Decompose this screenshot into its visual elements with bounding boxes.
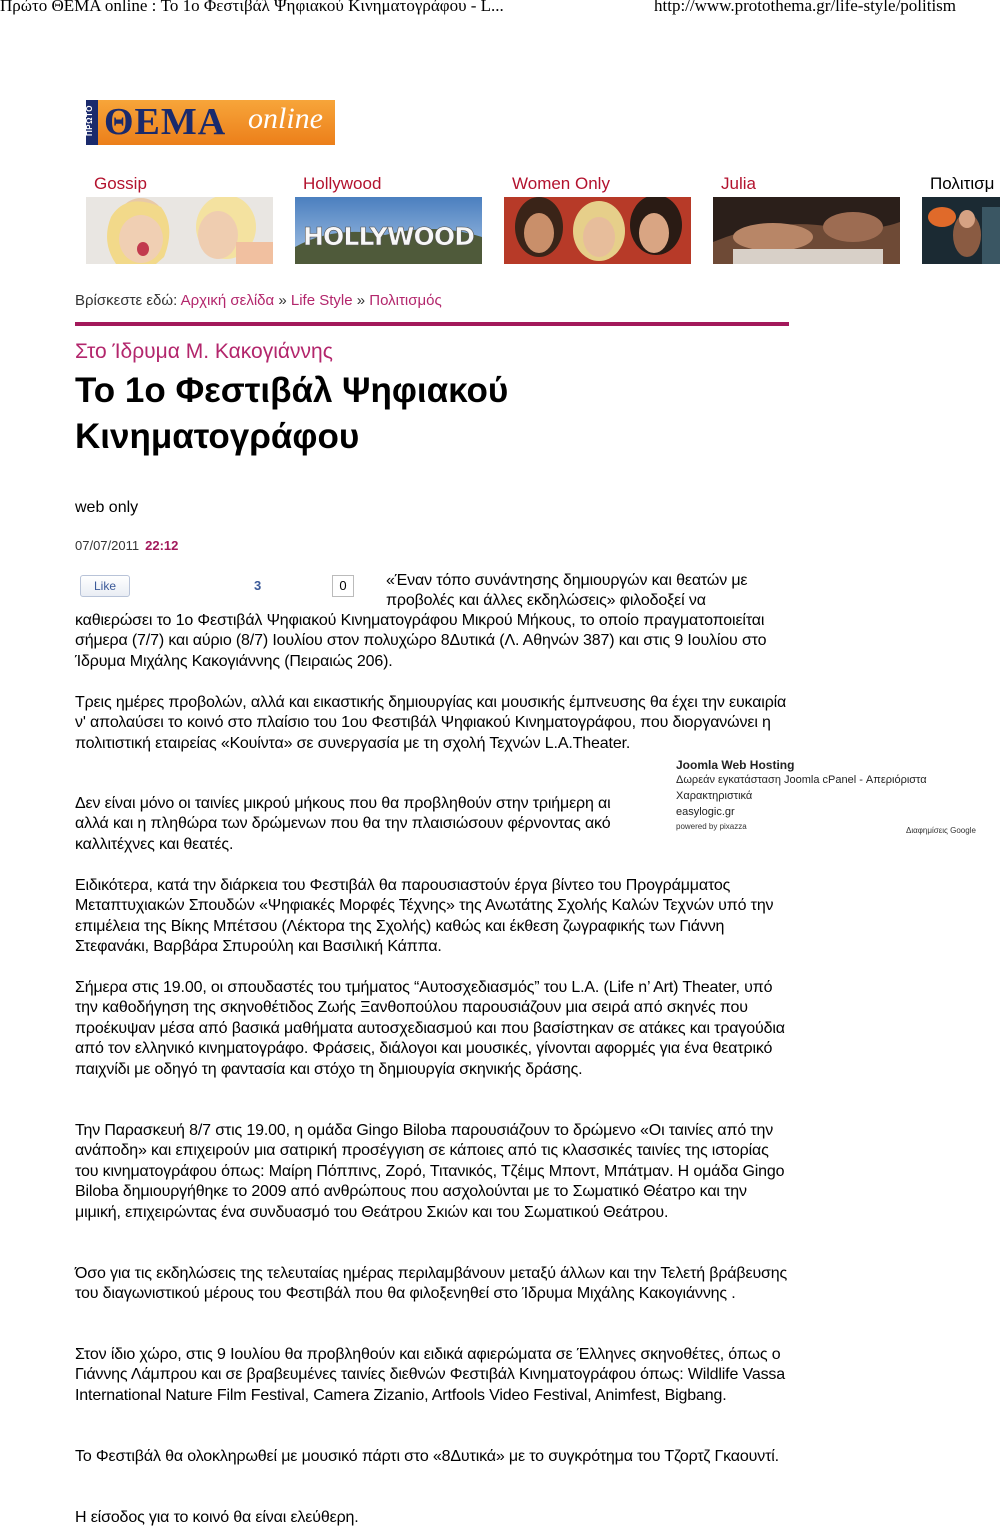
section-divider [75, 322, 789, 326]
logo-side-text: ΠΡΩΤΟ [85, 105, 94, 136]
category-label[interactable]: Women Only [512, 174, 610, 193]
breadcrumb [75, 292, 442, 309]
facebook-like-button[interactable]: Like [80, 575, 130, 597]
article-paragraph-3-line: Δεν είναι μόνο οι ταινίες μικρού μήκους που θα προβληθούν στην τριήμερη αι [75, 795, 611, 812]
breadcrumb-separator: » [356, 292, 366, 309]
category-gossip-image[interactable] [86, 197, 273, 264]
article-paragraph-2: Τρεις ημέρες προβολών, αλλά και εικαστικής δημιουργίας και μουσικής έμπνευσης θα έχει την ευκαιρία ν' απολαύσει το κοινό στο πλαίσιο του 1ου Φεστιβάλ Ψηφιακού Κινηματογράφου, που διοργανώνει η πολιτιστική εταιρείας «Κουίντα» σε συνεργασία με τη σχολή Τεχνών L.A.Theater. [75, 694, 787, 752]
breadcrumb-prefix: Βρίσκεστε εδώ: [75, 292, 178, 309]
ad-title[interactable]: Joomla Web Hosting [676, 758, 795, 772]
article-paragraph-7: Όσο για τις εκδηλώσεις της τελευταίας ημέρας περιλαμβάνουν μεταξύ άλλων και την Τελετή βράβευσης του διαγωνιστικού μέρους του Φεστιβάλ που θα φιλοξενηθεί στο Ίδρυμα Μιχάλης Κακογιάννης . [75, 1265, 788, 1303]
breadcrumb-home-link[interactable]: Αρχική σελίδα [180, 292, 275, 309]
article-paragraph-9: Το Φεστιβάλ θα ολοκληρωθεί με μουσικό πάρτι στο «8Δυτικά» με το συγκρότημα του Τζορτζ Γκαουντί. [75, 1448, 779, 1465]
article-date-value: 07/07/2011 [75, 538, 140, 553]
category-gossip[interactable] [94, 174, 147, 196]
logo-online-text: online [248, 102, 323, 135]
print-page-title: Πρώτο ΘΕΜΑ online : Το 1ο Φεστιβάλ Ψηφιακού Κινηματογράφου - L... [0, 0, 504, 15]
category-politismos-image[interactable] [922, 197, 1000, 264]
category-label[interactable]: Julia [721, 174, 756, 193]
category-women-only-image[interactable] [504, 197, 691, 264]
hollywood-sign-text: HOLLYWOOD [303, 222, 475, 251]
article-paragraph-3 [75, 794, 675, 855]
article-headline: Το 1ο Φεστιβάλ Ψηφιακού Κινηματογράφου [75, 371, 509, 456]
article-paragraph-1: καθιερώσει το 1ο Φεστιβάλ Ψηφιακού Κινηματογράφου Μικρού Μήκους, το οποίο πραγματοποιείται σήμερα (7/7) και αύριο (8/7) Ιουλίου στον πολυχώρο 8Δυτικά (Λ. Αθηνών 387) και στις 9 Ιουλίου στο Ίδρυμα Μιχάλης Κακογιάννης (Πειραιώς 206). [75, 612, 767, 670]
share-count[interactable]: 0 [332, 575, 354, 597]
ad-url[interactable]: easylogic.gr [676, 806, 735, 818]
category-women-only[interactable] [512, 174, 610, 196]
article-paragraph-5: Σήμερα στις 19.00, οι σπουδαστές του τμήματος “Αυτοσχεδιασμός” του L.A. (Life n’ Art) Theater, υπό την καθοδήγηση της σκηνοθέτιδος Ζωής Ξανθοπούλου παρουσιάζουν μια σειρά από σκηνές που προέκυψαν μέσα από βασικά μαθήματα αυτοσχεδιασμού και που βασίστηκαν σε ατάκες και τραγούδια από τον ελληνικό κινηματογράφο. Φράσεις, διάλογοι και μουσικές, γίνονται αφορμές για ένα θεατρικό παιχνίδι με οδηγό τη φαντασία και στόχο τη δημιουργία σκηνικής δράσης. [75, 979, 785, 1078]
article-paragraph-3-line: αλλά και η πληθώρα των δρώμενων που θα την πλαισιώσουν φέρνοντας ακό [75, 815, 611, 833]
article-paragraph-6: Την Παρασκευή 8/7 στις 19.00, η ομάδα Gingo Biloba παρουσιάζουν το δρώμενο «Οι ταινίες από την ανάποδη» και επιχειρούν μια σατιρική προσέγγιση σε κάποιες από τις κλασσικές ταινίες της ιστορίας του κινηματογράφου όπως: Μαίρη Πόππινς, Ζορό, Τιτανικός, Τζέιμς Μποντ, Μπάτμαν. Η ομάδα Gingo Biloba δημιουργήθηκε το 2009 από ανθρώπους που ασχολούνται με το Σωματικό Θέατρο και την μιμική, επιχειρώντας ένα συνδυασμό του Θεάτρου Σκιών και του Σωματικού Θεάτρου. [75, 1122, 785, 1221]
ad-powered-by: powered by pixazza [676, 822, 747, 831]
category-label[interactable]: Gossip [94, 174, 147, 193]
ad-description: Δωρεάν εγκατάσταση Joomla cPanel - Απεριόριστα [676, 774, 927, 786]
article-paragraph-4: Ειδικότερα, κατά την διάρκεια του Φεστιβάλ θα παρουσιαστούν έργα βίντεο του Προγράμματος Μεταπτυχιακών Σπουδών «Ψηφιακές Μορφές Τέχνης» της Ανωτάτης Σχολής Καλών Τεχνών υπό την επιμέλεια της Βίκης Μπέτσου (Λέκτορα της Σχολής) καθώς και έκθεση ζωγραφικής των Γιάννη Στεφανάκι, Βαρβάρα Σπυρούλη και Βασιλική Κάππα. [75, 877, 774, 956]
ad-description: Χαρακτηριστικά [676, 790, 753, 802]
article-paragraph-intro: «Έναν τόπο συνάντησης δημιουργών και θεατών με προβολές και άλλες εκδηλώσεις» φιλοδοξεί να [386, 572, 748, 610]
logo-wordmark: ΘΕΜΑ [104, 101, 227, 143]
site-logo[interactable] [86, 100, 335, 145]
google-ads-label[interactable]: Διαφημίσεις Google [906, 826, 976, 835]
category-hollywood[interactable] [303, 174, 381, 196]
like-count: 3 [254, 578, 262, 593]
category-label[interactable]: Hollywood [303, 174, 382, 193]
category-julia-image[interactable] [713, 197, 900, 264]
article-paragraph-10: Η είσοδος για το κοινό θα είναι ελεύθερη. [75, 1509, 359, 1526]
sponsored-ad[interactable] [676, 758, 996, 831]
category-politismos[interactable] [930, 174, 994, 196]
article-tag: web only [75, 499, 139, 516]
article-paragraph-8: Στον ίδιο χώρο, στις 9 Ιουλίου θα προβληθούν και ειδικά αφιερώματα σε Έλληνες σκηνοθέτες, όπως ο Γιάννης Λάμπρου και σε βραβευμένες ταινίες διεθνών Φεστιβάλ Κινηματογράφου όπως: Wildlife Vassa International Nature Film Festival, Camera Zizanio, Artfools Video Festival, Animfest, Bigbang. [75, 1346, 786, 1404]
breadcrumb-lifestyle-link[interactable]: Life Style [290, 292, 353, 309]
article-paragraph-3-line: καλλιτέχνες και θεατές. [75, 835, 234, 853]
article-kicker: Στο Ίδρυμα Μ. Κακογιάννης [75, 340, 333, 363]
category-label[interactable]: Πολιτισμ [930, 174, 995, 193]
article-time: 22:12 [145, 538, 179, 553]
article-date [75, 538, 178, 553]
logo-main-band [98, 100, 335, 145]
print-page-url: http://www.protothema.gr/life-style/politism [654, 0, 957, 15]
breadcrumb-separator: » [278, 292, 287, 309]
category-hollywood-image[interactable] [295, 197, 482, 264]
category-julia[interactable] [721, 174, 756, 196]
breadcrumb-politismos-link[interactable]: Πολιτισμός [369, 292, 442, 309]
logo-side-band [86, 100, 98, 145]
